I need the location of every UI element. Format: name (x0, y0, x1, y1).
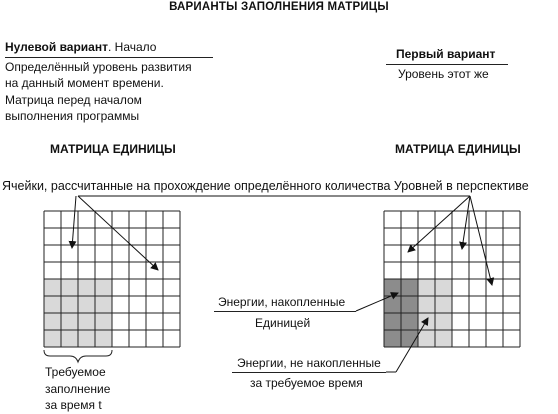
filled-cell (401, 279, 418, 296)
filled-cell (418, 330, 435, 347)
filled-cell (44, 296, 61, 313)
filled-cell (95, 279, 112, 296)
note-arrow (470, 196, 492, 285)
filled-cell (44, 313, 61, 330)
filled-cell (95, 296, 112, 313)
zero-variant-line-1: Определённый уровень развития (5, 60, 192, 74)
first-variant-name: Первый вариант (396, 47, 496, 61)
diagram-title: ВАРИАНТЫ ЗАПОЛНЕНИЯ МАТРИЦЫ (169, 1, 389, 13)
first-variant-description: Уровень этот же (398, 67, 489, 81)
matrix-label-left: МАТРИЦА ЕДИНИЦЫ (50, 142, 176, 156)
energy-accumulated-line-1: Энергии, накопленные (218, 295, 346, 309)
energy-not-accumulated-line-2: за требуемое время (250, 376, 363, 390)
energy-not-accumulated-line-1: Энергии, не накопленные (237, 356, 381, 370)
filled-cell (78, 279, 95, 296)
cells-note: Ячейки, рассчитанные на прохождение определённого количества Уровней в перспективе (2, 179, 529, 193)
filled-cell (435, 330, 452, 347)
required-fill-line-1: Требуемое (45, 365, 106, 379)
filled-cell (401, 296, 418, 313)
note-arrow (72, 196, 76, 248)
filled-cell (61, 313, 78, 330)
required-fill-bracket (44, 350, 112, 362)
matrix-label-right: МАТРИЦА ЕДИНИЦЫ (395, 142, 521, 156)
matrix-right (384, 211, 520, 347)
filled-cell (78, 330, 95, 347)
required-fill-line-3: за время t (45, 398, 102, 412)
filled-cell (44, 330, 61, 347)
filled-cell (61, 296, 78, 313)
energy-accumulated-underline (214, 311, 356, 312)
filled-cell (435, 296, 452, 313)
required-fill-line-2: заполнение (45, 382, 111, 396)
filled-cell (384, 313, 401, 330)
note-arrow (408, 196, 470, 252)
filled-cell (61, 279, 78, 296)
filled-cell (435, 279, 452, 296)
filled-cell (78, 296, 95, 313)
filled-cell (418, 296, 435, 313)
filled-cell (44, 279, 61, 296)
zero-variant-name: Нулевой вариант (5, 40, 108, 54)
matrix-left (44, 211, 180, 347)
filled-cell (384, 279, 401, 296)
zero-variant-suffix: . Начало (107, 40, 157, 54)
energy-accumulated-line-2: Единицей (255, 316, 311, 330)
filled-cell (78, 313, 95, 330)
filled-cell (95, 330, 112, 347)
filled-cell (418, 279, 435, 296)
filled-cell (61, 330, 78, 347)
filled-cell (435, 313, 452, 330)
filled-cell (401, 313, 418, 330)
filled-cell (384, 296, 401, 313)
filled-cell (384, 330, 401, 347)
energy-not-accumulated-underline (232, 372, 386, 373)
zero-variant-line-4: выполнения программы (5, 109, 140, 123)
filled-cell (95, 313, 112, 330)
zero-variant-line-2: на данный момент времени. (5, 76, 164, 90)
zero-variant-line-3: Матрица перед началом (5, 93, 142, 107)
